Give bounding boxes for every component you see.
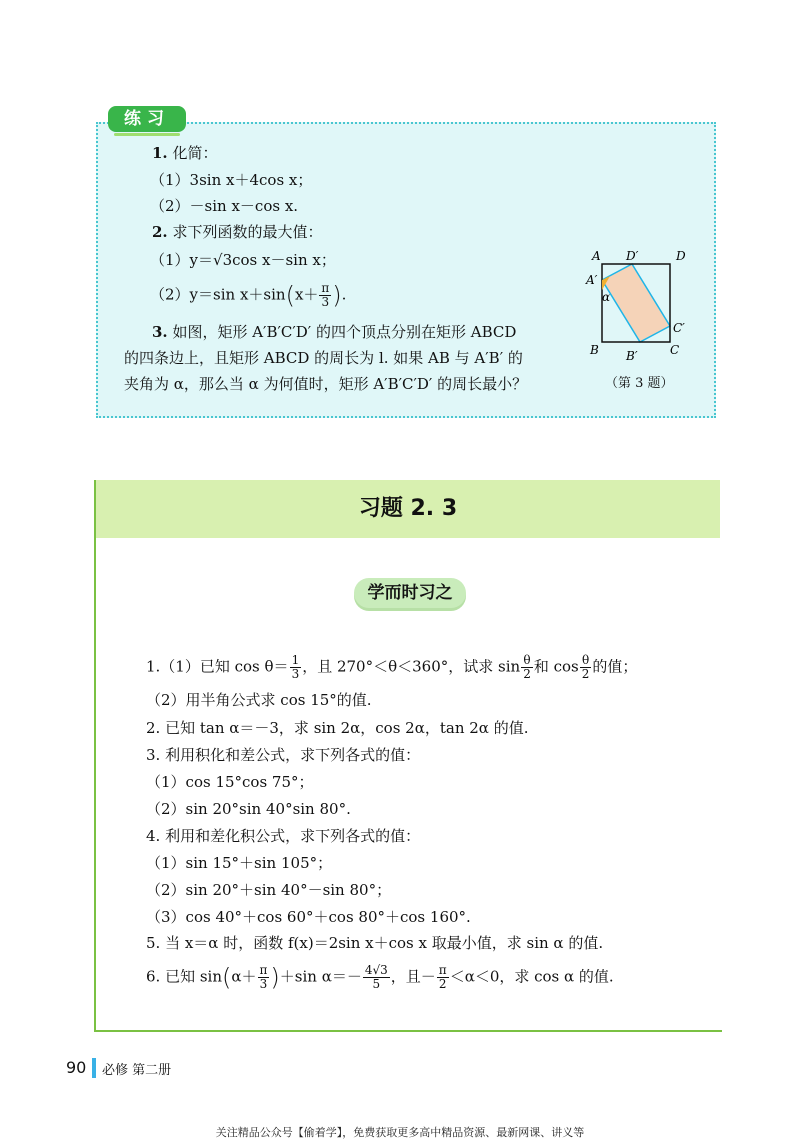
practice-q2-a: （1）y＝√3cos x－sin x；: [150, 251, 336, 269]
label-D: D: [676, 249, 686, 263]
exercise-4: 4. 利用和差化积公式，求下列各式的值：: [146, 827, 421, 845]
label-alpha: α: [602, 290, 611, 304]
practice-q3-line1: 3. 如图，矩形 A′B′C′D′ 的四个顶点分别在矩形 ABCD: [152, 323, 517, 341]
label-B: B: [590, 343, 599, 357]
practice-q2: 2. 求下列函数的最大值：: [152, 223, 323, 241]
exercise-2: 2. 已知 tan α＝－3，求 sin 2α，cos 2α，tan 2α 的值.: [146, 719, 529, 737]
label-D-prime: D′: [626, 249, 639, 263]
exercise-3-b: （2）sin 20°sin 40°sin 80°.: [146, 800, 351, 818]
page-number-bar: [92, 1058, 96, 1078]
practice-tag: 练习: [108, 106, 186, 132]
practice-q2-b: （2）y＝sin x＋sin(x＋ $\frac{\pi}{3}$ ).: [150, 281, 347, 310]
label-C: C: [670, 343, 680, 357]
practice-q3-line3: 夹角为 α，那么当 α 为何值时，矩形 A′B′C′D′ 的周长最小？: [124, 375, 528, 393]
label-A: A: [592, 249, 601, 263]
book-title: 必修 第二册: [102, 1063, 172, 1078]
practice-q1-b: （2）－sin x－cos x.: [150, 197, 299, 215]
rectangle-figure: [584, 246, 694, 366]
label-A-prime: A′: [586, 273, 598, 287]
page-number: 90: [66, 1058, 87, 1077]
label-B-prime: B′: [626, 349, 638, 363]
exercise-3: 3. 利用积化和差公式，求下列各式的值：: [146, 746, 421, 764]
figure-caption: （第 3 题）: [605, 376, 674, 391]
label-C-prime: C′: [673, 321, 685, 335]
fraction-pi-over-3: $\frac{\pi}{3}$: [321, 281, 330, 309]
exercise-title: 习题 2. 3: [358, 496, 458, 521]
exercise-4-c: （3）cos 40°＋cos 60°＋cos 80°＋cos 160°.: [146, 908, 471, 926]
exercise-1-b: （2）用半角公式求 cos 15°的值.: [146, 691, 372, 709]
practice-q1-a: （1）3sin x＋4cos x；: [150, 171, 313, 189]
practice-q3-line2: 的四条边上，且矩形 ABCD 的周长为 l. 如果 AB 与 A′B′ 的: [124, 349, 523, 367]
footer-note: 关注精品公众号【偷着学】，免费获取更多高中精品资源、最新网课、讲义等: [215, 1126, 585, 1139]
exercise-1: 1.（1）已知 cos θ＝ $\frac{1}{3}$ ，且 270°＜θ＜360°，试求 sin $\frac{\theta}{2}$ 和 cos $\frac{\theta}{2}$ 的值；: [146, 653, 638, 681]
inner-rectangle: [602, 264, 670, 342]
section-pill: 学而时习之: [354, 578, 466, 608]
exercise-4-a: （1）sin 15°＋sin 105°；: [146, 854, 333, 872]
exercise-6: 6. 已知 sin(α＋ $\frac{\pi}{3}$ )＋sin α＝－ $\frac{4√3}{5}$ ，且－ $\frac{\pi}{2}$ ＜α＜0，求 cos α 的值.: [146, 963, 614, 992]
exercise-3-a: （1）cos 15°cos 75°；: [146, 773, 314, 791]
practice-q1: 1. 化简：: [152, 144, 218, 162]
exercise-5: 5. 当 x＝α 时，函数 f(x)＝2sin x＋cos x 取最小值，求 sin α 的值.: [146, 934, 604, 952]
exercise-4-b: （2）sin 20°＋sin 40°－sin 80°；: [146, 881, 392, 899]
